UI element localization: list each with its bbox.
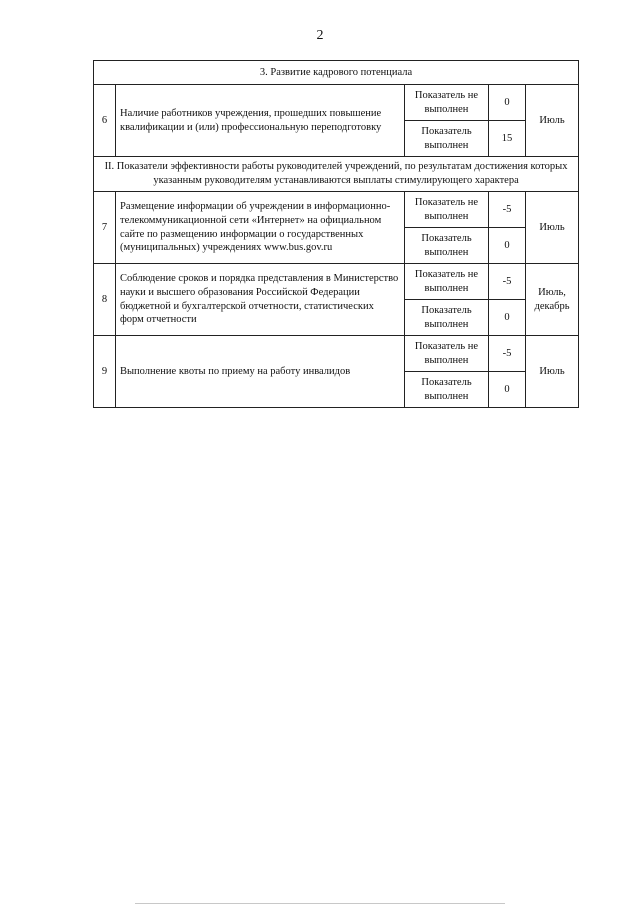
score-not-met: -5 bbox=[489, 336, 526, 372]
status-met: Показатель выполнен bbox=[405, 372, 489, 408]
status-met: Показатель выполнен bbox=[405, 228, 489, 264]
score-not-met: -5 bbox=[489, 264, 526, 300]
criterion-description: Выполнение квоты по приему на работу инвалидов bbox=[116, 336, 405, 408]
scan-edge-line bbox=[135, 903, 505, 904]
criterion-description: Соблюдение сроков и порядка представления в Министерство науки и высшего образования Российской Федерации бюджетной и бухгалтерской отчетности, статистических форм отчетности bbox=[116, 264, 405, 336]
score-met: 0 bbox=[489, 372, 526, 408]
table-row bbox=[94, 85, 579, 121]
payment-period: Июль bbox=[526, 192, 579, 264]
section-3-row bbox=[94, 61, 579, 85]
status-met: Показатель выполнен bbox=[405, 300, 489, 336]
status-not-met: Показатель не выполнен bbox=[405, 264, 489, 300]
score-not-met: -5 bbox=[489, 192, 526, 228]
payment-period: Июль, декабрь bbox=[526, 264, 579, 336]
score-met: 15 bbox=[489, 121, 526, 157]
row-number: 9 bbox=[94, 336, 116, 408]
row-number: 7 bbox=[94, 192, 116, 264]
table-row bbox=[94, 192, 579, 228]
status-not-met: Показатель не выполнен bbox=[405, 336, 489, 372]
criterion-description: Размещение информации об учреждении в информационно-телекоммуникационной сети «Интернет» на официальном сайте по размещению информации о государственных (муниципальных) учреждениях www.bus.gov.ru bbox=[116, 192, 405, 264]
status-not-met: Показатель не выполнен bbox=[405, 85, 489, 121]
status-met: Показатель выполнен bbox=[405, 121, 489, 157]
row-number: 6 bbox=[94, 85, 116, 157]
section-3-title: 3. Развитие кадрового потенциала bbox=[94, 61, 579, 85]
page-number: 2 bbox=[316, 28, 324, 43]
payment-period: Июль bbox=[526, 336, 579, 408]
table-row bbox=[94, 264, 579, 300]
score-met: 0 bbox=[489, 228, 526, 264]
criteria-table bbox=[93, 60, 579, 408]
part-2-title: II. Показатели эффективности работы руководителей учреждений, по результатам достижения которых указанным руководителям устанавливаются выплаты стимулирующего характера bbox=[94, 157, 579, 192]
table-row bbox=[94, 336, 579, 372]
part-2-row bbox=[94, 157, 579, 192]
score-met: 0 bbox=[489, 300, 526, 336]
row-number: 8 bbox=[94, 264, 116, 336]
status-not-met: Показатель не выполнен bbox=[405, 192, 489, 228]
payment-period: Июль bbox=[526, 85, 579, 157]
score-not-met: 0 bbox=[489, 85, 526, 121]
criterion-description: Наличие работников учреждения, прошедших повышение квалификации и (или) профессиональную переподготовку bbox=[116, 85, 405, 157]
